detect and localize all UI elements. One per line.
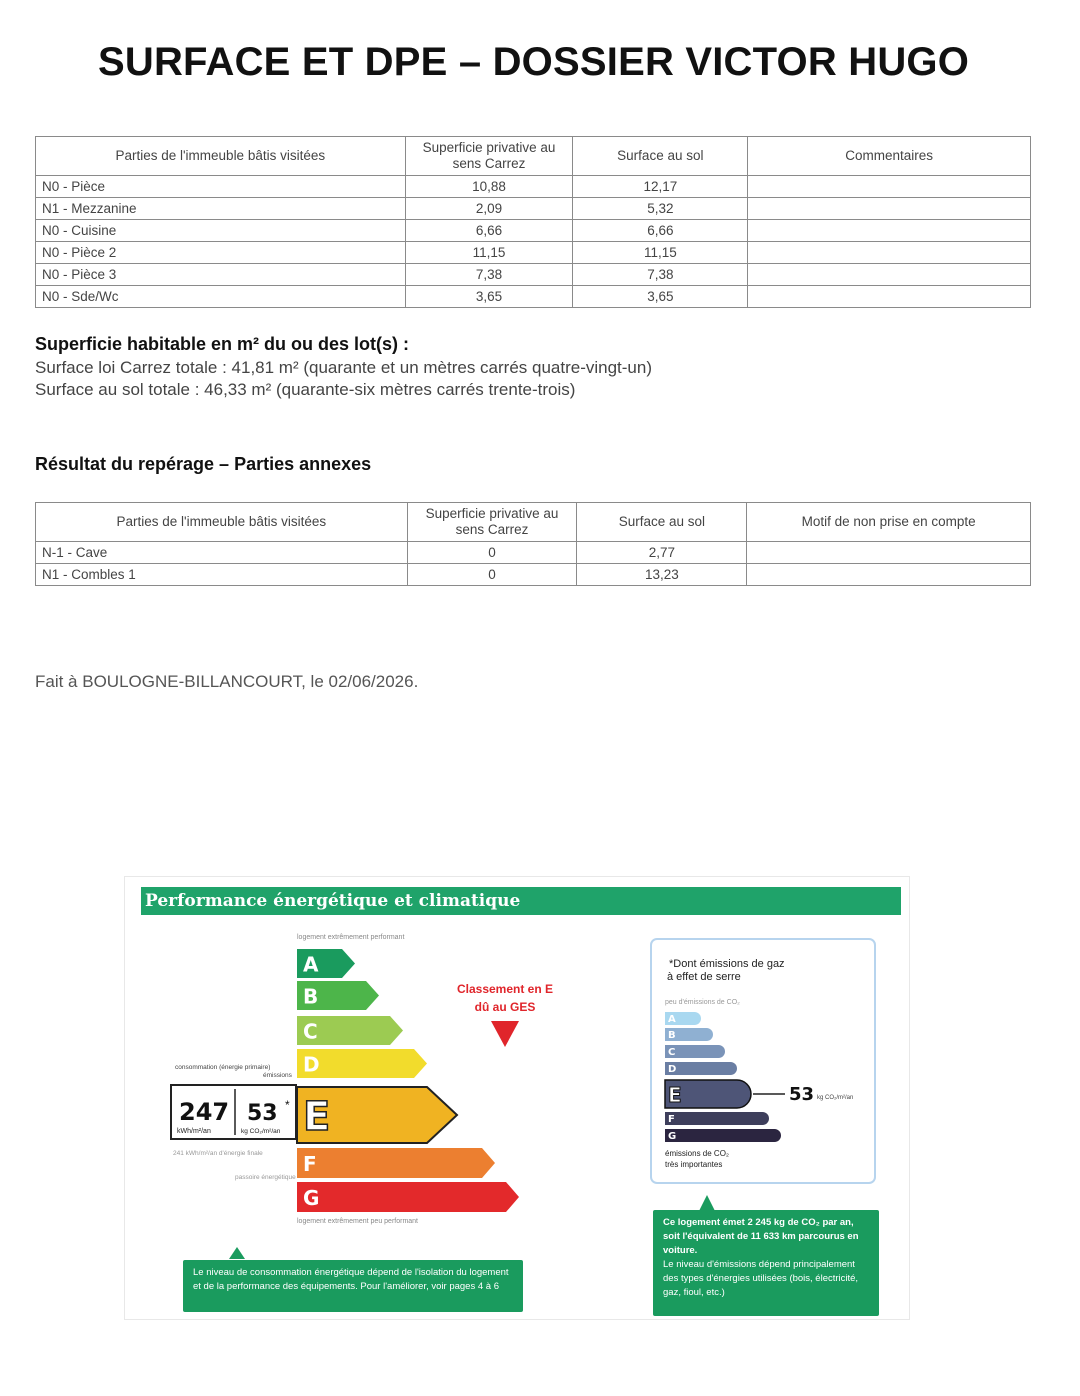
energy-class-label: E [303, 1094, 331, 1140]
energy-class-label: B [303, 984, 319, 1009]
energy-class-label: F [303, 1152, 317, 1176]
dpe-panel [124, 876, 910, 1320]
table-cell: N0 - Pièce 3 [36, 264, 406, 286]
caption-left: Le niveau de consommation énergétique dépend de l'isolation du logement et de la performance des équipements. Pour l'améliorer, voir pages 4 à 6 [183, 1260, 523, 1312]
ges-class-label: F [668, 1114, 675, 1125]
table-cell: 12,17 [573, 176, 748, 198]
table-cell: N0 - Pièce 2 [36, 242, 406, 264]
surface-table [35, 136, 1031, 308]
column-header: Parties de l'immeuble bâtis visitées [36, 503, 408, 542]
table-cell: 2,09 [405, 198, 573, 220]
dpe-bottom-label: logement extrêmement peu performant [297, 1218, 419, 1225]
ges-box-title-1: *Dont émissions de gaz [669, 958, 785, 970]
passoire-label: passoire énergétique [235, 1174, 296, 1181]
table-cell [747, 564, 1031, 586]
ges-class-label: B [668, 1030, 676, 1041]
table-cell: 3,65 [405, 286, 573, 308]
caption-left-pointer-icon [229, 1247, 245, 1259]
column-header: Surface au sol [577, 503, 747, 542]
table-cell: N-1 - Cave [36, 542, 408, 564]
table-cell [748, 198, 1031, 220]
signature-place-date: Fait à BOULOGNE-BILLANCOURT, le 02/06/2026. [35, 672, 419, 691]
ges-box-title-2: à effet de serre [667, 971, 741, 983]
table-row [36, 542, 1031, 564]
table-cell: 6,66 [405, 220, 573, 242]
table-row [36, 264, 1031, 286]
table-header-row [36, 137, 1031, 176]
table-row [36, 242, 1031, 264]
table-cell: 2,77 [577, 542, 747, 564]
column-header: Parties de l'immeuble bâtis visitées [36, 137, 406, 176]
table-cell [748, 242, 1031, 264]
table-cell: 3,65 [573, 286, 748, 308]
emissions-value: 53 [247, 1101, 278, 1126]
energy-class-label: A [303, 952, 319, 977]
table-cell: 0 [407, 564, 577, 586]
ges-note-arrow-icon [491, 1021, 519, 1047]
ges-unit: kg CO₂/m²/an [817, 1095, 854, 1101]
table-cell [748, 220, 1031, 242]
energy-class-label: G [303, 1186, 320, 1210]
ges-class-f-bar [665, 1112, 769, 1125]
column-header: Surface au sol [573, 137, 748, 176]
caption-right-text: Le niveau d'émissions dépend principalement des types d'énergies utilisées (bois, électricité, gaz, fioul, etc.) [663, 1259, 859, 1298]
caption-right [653, 1210, 879, 1316]
table-cell: N0 - Pièce [36, 176, 406, 198]
ges-class-label: A [668, 1014, 676, 1025]
table-row [36, 286, 1031, 308]
emissions-star: * [285, 1098, 290, 1112]
energy-class-f-bar [297, 1148, 495, 1178]
table-cell: 13,23 [577, 564, 747, 586]
ges-class-label: G [668, 1131, 677, 1142]
table-cell: 7,38 [573, 264, 748, 286]
emissions-label: émissions [263, 1072, 292, 1079]
carrez-total: Surface loi Carrez totale : 41,81 m² (quarante et un mètres carrés quatre-vingt-un) [35, 358, 653, 377]
table-row [36, 176, 1031, 198]
table-cell: 5,32 [573, 198, 748, 220]
consumption-value: 247 [179, 1098, 230, 1126]
table-cell [748, 176, 1031, 198]
ges-note-line1: Classement en E [456, 982, 554, 996]
summary-heading: Superficie habitable en m² du ou des lot(s) : [35, 334, 410, 354]
table-cell [748, 286, 1031, 308]
ges-bottom-label-1: émissions de CO₂ [665, 1149, 730, 1158]
column-header: Motif de non prise en compte [747, 503, 1031, 542]
table-cell: 6,66 [573, 220, 748, 242]
column-header: Superficie privative au sens Carrez [407, 503, 577, 542]
sol-total: Surface au sol totale : 46,33 m² (quarante-six mètres carrés trente-trois) [35, 380, 576, 399]
ges-note-line2: dû au GES [474, 1000, 536, 1014]
consumption-unit: kWh/m²/an [177, 1128, 211, 1135]
energy-class-label: D [303, 1052, 320, 1077]
table-cell: N0 - Sde/Wc [36, 286, 406, 308]
emissions-unit: kg CO₂/m²/an [241, 1128, 281, 1135]
caption-right-pointer-icon [699, 1195, 715, 1211]
table-row [36, 198, 1031, 220]
ges-class-label: E [668, 1083, 682, 1107]
annexes-table [35, 502, 1031, 586]
ges-class-g-bar [665, 1129, 781, 1142]
caption-right-bold: Ce logement émet 2 245 kg de CO₂ par an, soit l'équivalent de 11 633 km parcourus en voiture. [663, 1217, 859, 1256]
ges-class-label: D [668, 1064, 677, 1075]
ges-bottom-label-2: très importantes [665, 1160, 723, 1169]
table-cell [747, 542, 1031, 564]
table-row [36, 220, 1031, 242]
page-title: SURFACE ET DPE – DOSSIER VICTOR HUGO [98, 40, 970, 84]
dpe-top-label: logement extrêmement performant [297, 934, 405, 941]
final-energy: 241 kWh/m²/an d'énergie finale [173, 1150, 263, 1157]
table-cell: 10,88 [405, 176, 573, 198]
ges-class-label: C [668, 1047, 676, 1058]
dpe-header: Performance énergétique et climatique [141, 887, 901, 915]
table-cell [748, 264, 1031, 286]
table-cell: 11,15 [405, 242, 573, 264]
table-row [36, 564, 1031, 586]
table-cell: 0 [407, 542, 577, 564]
table-cell: N0 - Cuisine [36, 220, 406, 242]
table-cell: 11,15 [573, 242, 748, 264]
table-cell: N1 - Combles 1 [36, 564, 408, 586]
column-header: Superficie privative au sens Carrez [405, 137, 573, 176]
column-header: Commentaires [748, 137, 1031, 176]
energy-class-g-bar [297, 1182, 519, 1212]
table-cell: N1 - Mezzanine [36, 198, 406, 220]
ges-value: 53 [789, 1084, 815, 1105]
annexes-heading: Résultat du repérage – Parties annexes [35, 454, 372, 474]
table-cell: 7,38 [405, 264, 573, 286]
consumption-label: consommation (énergie primaire) [175, 1064, 271, 1071]
energy-class-label: C [303, 1019, 318, 1044]
table-header-row [36, 503, 1031, 542]
ges-top-label: peu d'émissions de CO₂ [665, 999, 740, 1006]
